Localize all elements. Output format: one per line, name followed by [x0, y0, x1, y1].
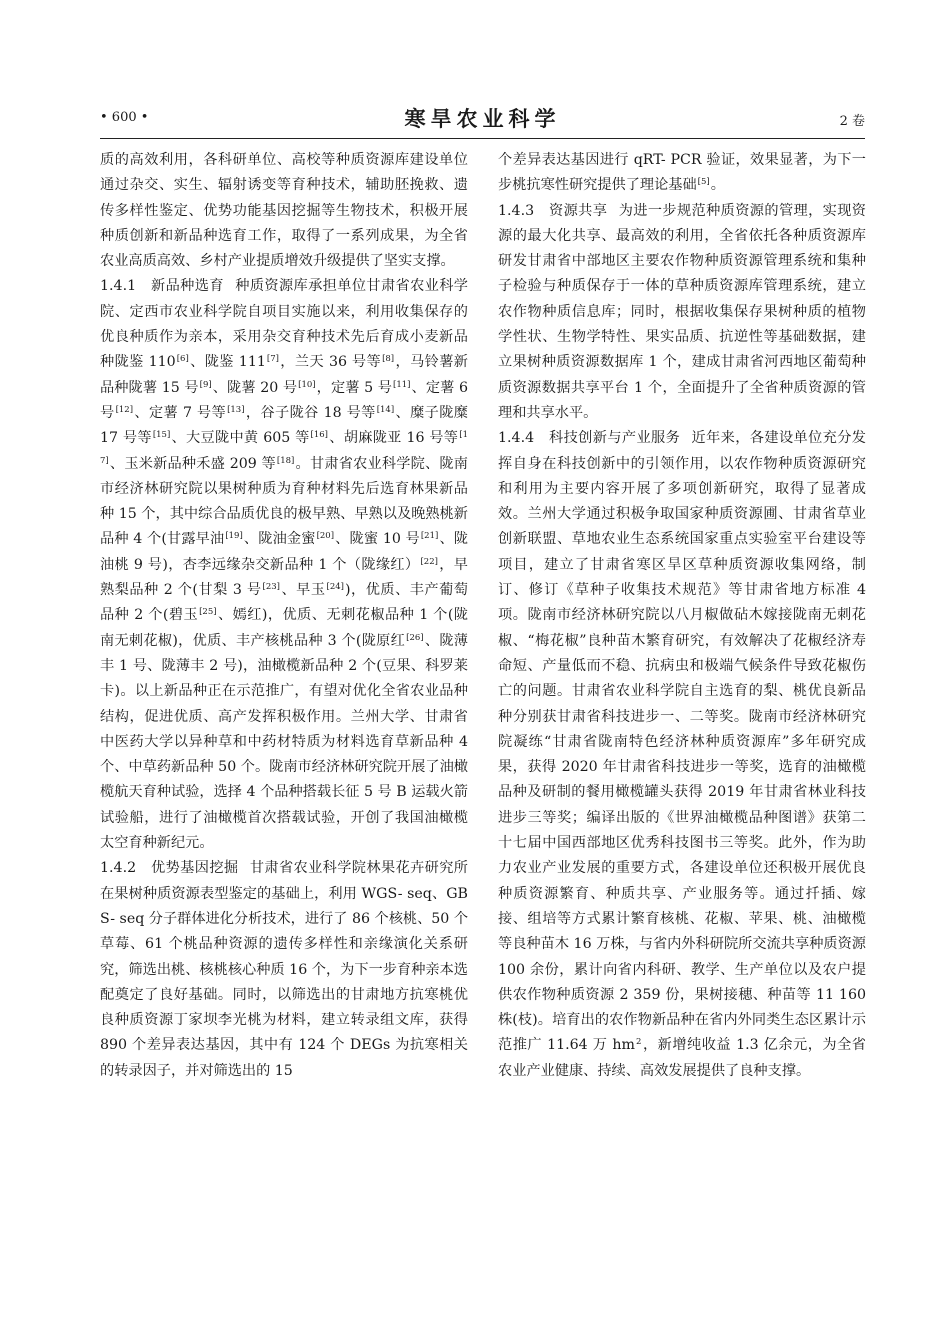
citation: [23]	[262, 582, 280, 593]
journal-title: 寒旱农业科学	[404, 106, 561, 131]
citation: [8]	[382, 354, 395, 365]
citation: [18]	[276, 455, 295, 466]
citation: [26]	[406, 632, 424, 643]
header-rule	[100, 138, 865, 139]
section-1-4-2: 1.4.2 优势基因挖掘 甘肃省农业科学院林果花卉研究所在果树种质资源表型鉴定的基础上，利用 WGS- seq、GBS- seq 分子群体进化分析技术，进行了 86 个核桃、50 个草莓、61 个桃品种资源的遗传多样性和亲缘演化关系研究，筛选出桃、核桃核心种质 16 个，为下一步育种亲本选配奠定了良好基础。同时，以筛选出的甘肃地方抗寒桃优良种质资源丁家坝李光桃为材料，建立转录组文库，获得 890 个差异表达基因，其中有 124 个 DEGs 为抗寒相关的转录因子，并对筛选出的 15	[100, 860, 469, 1079]
right-column	[498, 148, 866, 1084]
paragraph-continuation: 个差异表达基因进行 qRT- PCR 验证，效果显著，为下一步桃抗寒性研究提供了理论基础[5]。	[498, 152, 866, 194]
section-heading: 1.4.4 科技创新与产业服务	[498, 430, 681, 447]
superscript-2: 2	[636, 1037, 642, 1048]
citation: [14]	[376, 404, 395, 415]
paragraph-continuation: 质的高效利用，各科研单位、高校等种质资源库建设单位通过杂交、实生、辐射诱变等育种技术，辅助胚挽救、遗传多样性鉴定、优势功能基因挖掘等生物技术，积极开展种质创新和新品种选育工作，取得了一系列成果，为全省农业高质高效、乡村产业提质增效升级提供了坚实支撑。	[100, 152, 468, 270]
citation: [7]	[266, 354, 279, 365]
citation: [19]	[225, 531, 243, 542]
citation: [12]	[115, 404, 134, 415]
citation: [17]	[100, 430, 468, 466]
section-1-4-3: 1.4.3 资源共享 为进一步规范种质资源的管理，实现资源的最大化共享、最高效的利用，全省依托各种质资源库研发甘肃省中部地区主要农作物种质资源管理系统和集种子检验与种质保存于一体的草种质资源库管理系统，建立农作物种质信息库；同时，根据收集保存果树种质的植物学性状、生物学特性、果实品质、抗逆性等基础数据，建立果树种质资源数据库 1 个，建成甘肃省河西地区葡萄种质资源数据共享平台 1 个，全面提升了全省种质资源的管理和共享水平。	[498, 202, 866, 421]
citation: [25]	[199, 607, 217, 618]
citation: [22]	[420, 556, 438, 567]
citation: [6]	[176, 354, 189, 365]
page-header	[100, 100, 865, 134]
citation: [10]	[298, 379, 316, 390]
section-heading: 1.4.2 优势基因挖掘	[100, 860, 239, 877]
left-column	[100, 148, 468, 1084]
section-1-4-4: 1.4.4 科技创新与产业服务 近年来，各建设单位充分发挥自身在科技创新中的引领作用，以农作物种质资源研究和利用为主要内容开展了多项创新研究，取得了显著成效。兰州大学通过积极争取国家种质资源圃、甘肃省草业创新联盟、草地农业生态系统国家重点实验室平台建设等项目，建立了甘肃省寒区旱区草种质资源收集网络，制订、修订《草种子收集技术规范》等甘肃省地方标准 4 项。陇南市经济林研究院以八月椒做砧木嫁接陇南无刺花椒、“梅花椒”良种苗木繁育研究，有效解决了花椒经济寿命短、产量低而不稳、抗病虫和极端气候条件导致花椒伤亡的问题。甘肃省农业科学院自主选育的梨、桃优良新品种分别获甘肃省科技进步一、二等奖。陇南市经济林研究院凝练“甘肃省陇南特色经济林种质资源库”多年研究成果，获得 2020 年甘肃省科技进步一等奖，选育的油橄榄品种及研制的餐用橄榄罐头获得 2019 年甘肃省林业科技进步三等奖；编译出版的《世界油橄榄品种图谱》获第二十七届中国西部地区优秀科技图书三等奖。此外，作为助力农业产业发展的重要方式，各建设单位还积极开展优良种质资源繁育、种质共享、产业服务等。通过扦插、嫁接、组培等方式累计繁育核桃、花椒、苹果、桃、油橄榄等良种苗木 16 万株，与省内外科研院所交流共享种质资源 100 余份，累计向省内科研、教学、生产单位以及农户提供农作物种质资源 2 359 份，果树接穗、种苗等 11 160 株(枝)。培育出的农作物新品种在省内外同类生态区累计示范推广 11.64 万 $hm^2$，新增纯收益 1.3 亿余元，为全省农业产业健康、持续、高效发展提供了良种支撑。	[498, 430, 866, 1079]
citation: [16]	[310, 430, 328, 441]
citation: [5]	[697, 177, 710, 188]
page-number: • 600 •	[100, 110, 149, 125]
citation: [24]	[326, 582, 344, 593]
section-heading: 1.4.3 资源共享	[498, 202, 608, 219]
volume-label: 2 卷	[839, 114, 865, 129]
citation: [15]	[152, 430, 171, 441]
citation: [13]	[227, 404, 245, 415]
citation: [21]	[420, 531, 439, 542]
citation: [20]	[316, 531, 335, 542]
section-1-4-1: 1.4.1 新品种选育 种质资源库承担单位甘肃省农业科学院、定西市农业科学院自项目实施以来，利用收集保存的优良种质作为亲本，采用杂交育种技术先后育成小麦新品种陇鉴 110[6]、陇鉴 111[7]，兰天 36 号等[8]，马铃薯新品种陇薯 15 号[9]、陇薯 20 号[10]，定薯 5 号[11]、定薯 6 号[12]、定薯 7 号等[13]，谷子陇谷 18 号等[14]、糜子陇糜 17 号等[15]、大豆陇中黄 605 等[16]、胡麻陇亚 16 号等[17]、玉米新品种禾盛 209 等[18]。甘肃省农业科学院、陇南市经济林研究院以果树种质为育种材料先后选育林果新品种 15 个，其中综合品质优良的极早熟、早熟以及晚熟桃新品种 4 个(甘露早油[19]、陇油金蜜[20]、陇蜜 10 号[21]、陇油桃 9 号)，杏李远缘杂交新品种 1 个（陇缘红）[22]，早熟梨品种 2 个(甘梨 3 号[23]、早玉[24])，优质、丰产葡萄品种 2 个(碧玉[25]、嫣红)，优质、无刺花椒品种 1 个(陇南无刺花椒)，优质、丰产核桃品种 3 个(陇原红[26]、陇薄丰 1 号、陇薄丰 2 号)，油橄榄新品种 2 个(豆果、科罗莱卡)。以上新品种正在示范推广，有望对优化全省农业品种结构，促进优质、高产发挥积极作用。兰州大学、甘肃省中医药大学以异种草和中药材特质为材料选育草新品种 4 个、中草药新品种 50 个。陇南市经济林研究院开展了油橄榄航天育种试验，选择 4 个品种搭载长征 5 号 B 运载火箭试验船，进行了油橄榄首次搭载试验，开创了我国油橄榄太空育种新纪元。	[100, 278, 469, 852]
section-heading: 1.4.1 新品种选育	[100, 278, 224, 295]
citation: [11]	[393, 379, 411, 390]
citation: [9]	[199, 379, 212, 390]
